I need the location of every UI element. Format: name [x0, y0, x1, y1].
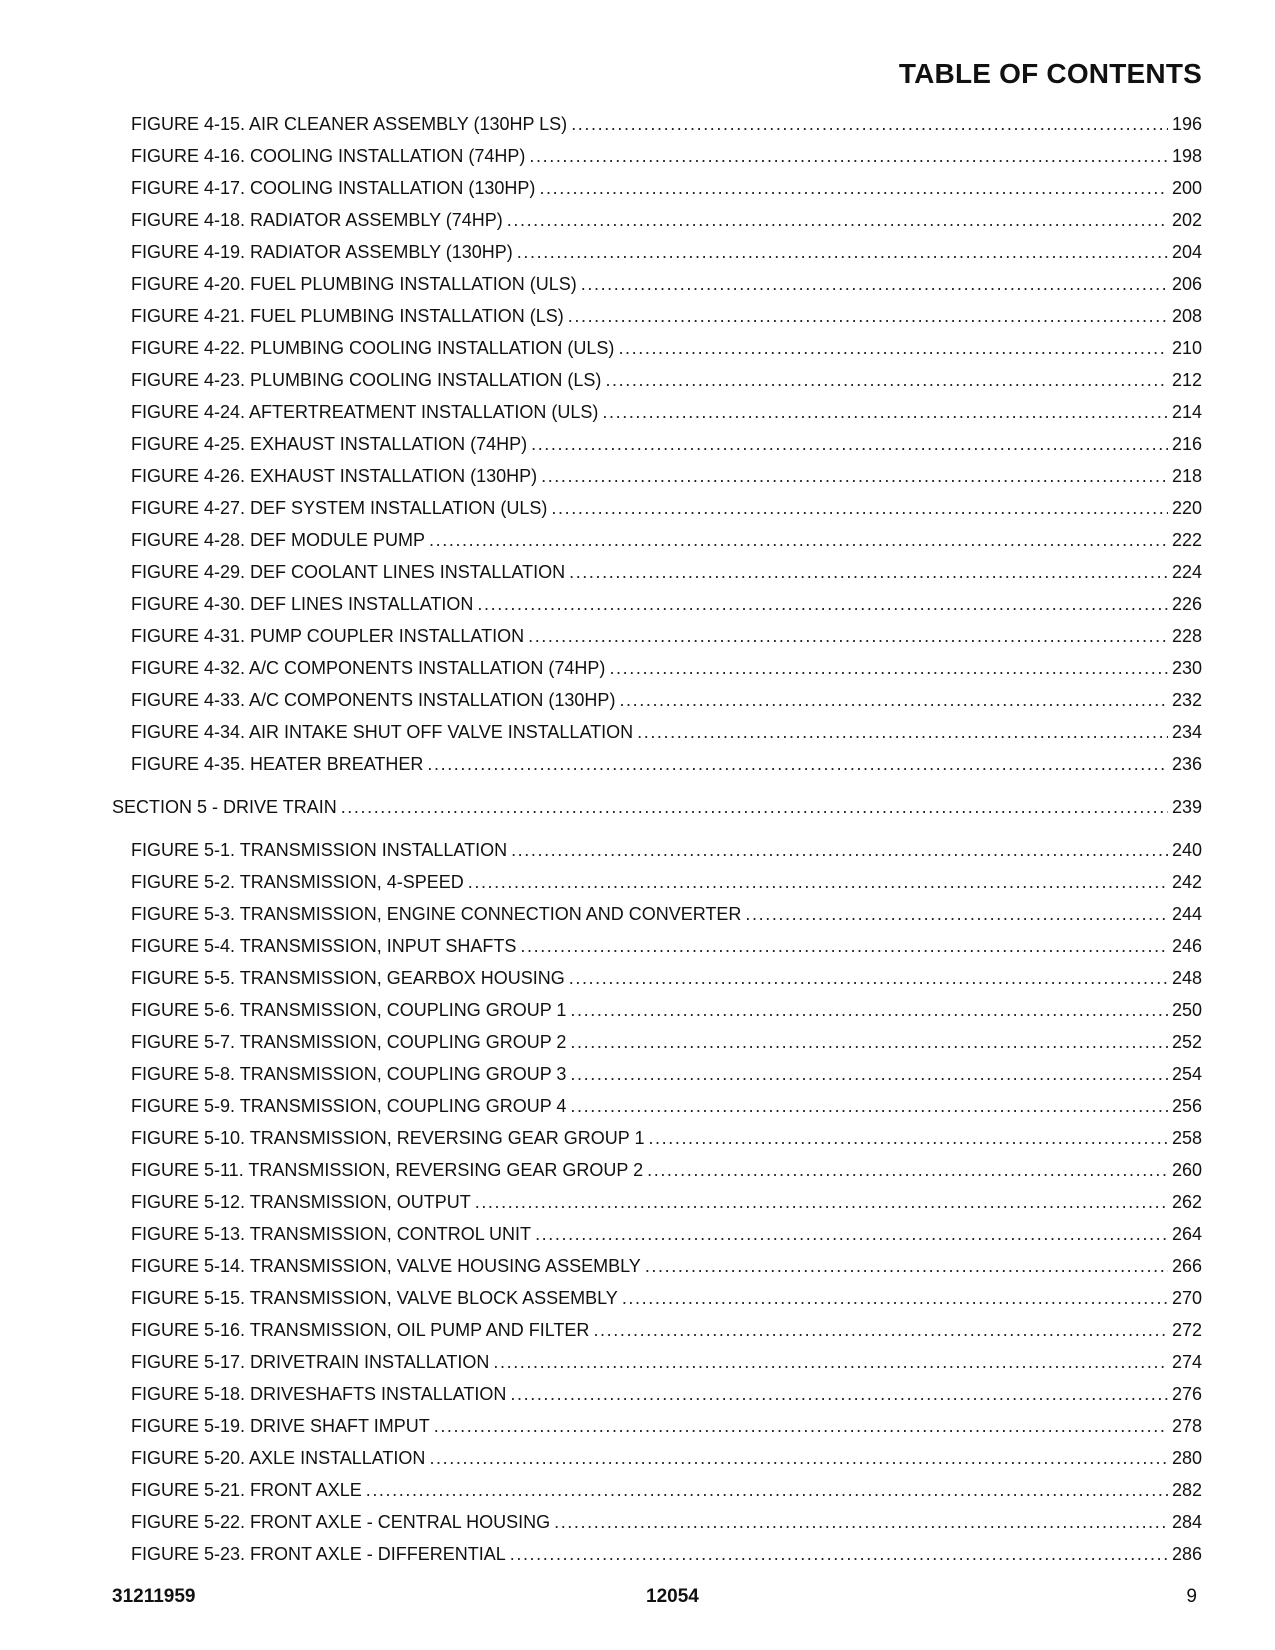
toc-figure-entry[interactable]: [131, 962, 1202, 994]
dot-leader: [570, 994, 1168, 1026]
toc-entry-label: FIGURE 5-14. TRANSMISSION, VALVE HOUSING ASSEMBLY: [131, 1256, 641, 1276]
toc-figure-entry[interactable]: [131, 1538, 1202, 1570]
toc-entry-page: 206: [1171, 274, 1202, 294]
toc-entry-page: 274: [1171, 1352, 1202, 1372]
dot-leader: [593, 1314, 1168, 1346]
dot-leader: [468, 866, 1168, 898]
toc-entry-label: FIGURE 4-21. FUEL PLUMBING INSTALLATION (LS): [131, 306, 564, 326]
toc-entry-page: 196: [1171, 114, 1202, 134]
toc-figure-entry[interactable]: [131, 748, 1202, 780]
toc-entry-page: 266: [1171, 1256, 1202, 1276]
dot-leader: [619, 684, 1168, 716]
toc-entry-label: FIGURE 4-18. RADIATOR ASSEMBLY (74HP): [131, 210, 503, 230]
toc-figure-entry[interactable]: [131, 620, 1202, 652]
toc-entry-label: FIGURE 4-22. PLUMBING COOLING INSTALLATION (ULS): [131, 338, 615, 358]
toc-entry-page: 240: [1171, 840, 1202, 860]
dot-leader: [745, 898, 1168, 930]
toc-entry-page: 220: [1171, 498, 1202, 518]
toc-entry-label: FIGURE 5-4. TRANSMISSION, INPUT SHAFTS: [131, 936, 517, 956]
toc-entry-page: 234: [1171, 722, 1202, 742]
toc-entry-label: FIGURE 5-2. TRANSMISSION, 4-SPEED: [131, 872, 464, 892]
dot-leader: [520, 930, 1168, 962]
toc-figure-entry[interactable]: [131, 652, 1202, 684]
toc-entry-label: FIGURE 5-12. TRANSMISSION, OUTPUT: [131, 1192, 471, 1212]
toc-entry-page: 254: [1171, 1064, 1202, 1084]
dot-leader: [605, 364, 1168, 396]
toc-entry-label: FIGURE 4-23. PLUMBING COOLING INSTALLATION (LS): [131, 370, 602, 390]
toc-entry-label: FIGURE 4-19. RADIATOR ASSEMBLY (130HP): [131, 242, 513, 262]
toc-figure-entry[interactable]: [131, 1474, 1202, 1506]
dot-leader: [477, 588, 1168, 620]
toc-entry-page: 228: [1171, 626, 1202, 646]
toc-entry-page: 248: [1171, 968, 1202, 988]
toc-entry-label: FIGURE 5-17. DRIVETRAIN INSTALLATION: [131, 1352, 490, 1372]
toc-entry-page: 272: [1171, 1320, 1202, 1340]
dot-leader: [366, 1474, 1168, 1506]
dot-leader: [570, 1026, 1168, 1058]
toc-figure-entry[interactable]: [131, 364, 1202, 396]
toc-entry-label: FIGURE 5-15. TRANSMISSION, VALVE BLOCK ASSEMBLY: [131, 1288, 618, 1308]
toc-entry-page: 270: [1171, 1288, 1202, 1308]
dot-leader: [427, 748, 1168, 780]
toc-entry-label: FIGURE 4-29. DEF COOLANT LINES INSTALLATION: [131, 562, 566, 582]
toc-entry-page: 258: [1171, 1128, 1202, 1148]
toc-entry-label: FIGURE 4-16. COOLING INSTALLATION (74HP): [131, 146, 526, 166]
dot-leader: [529, 140, 1168, 172]
toc-figure-entry[interactable]: [131, 716, 1202, 748]
toc-entry-page: 216: [1171, 434, 1202, 454]
dot-leader: [493, 1346, 1168, 1378]
toc-figure-entry[interactable]: [131, 1250, 1202, 1282]
toc-entry-page: 262: [1171, 1192, 1202, 1212]
toc-entry-page: 224: [1171, 562, 1202, 582]
dot-leader: [647, 1154, 1168, 1186]
toc-figure-entry[interactable]: [131, 1154, 1202, 1186]
toc-figure-entry[interactable]: [131, 1058, 1202, 1090]
toc-entry-label: FIGURE 4-26. EXHAUST INSTALLATION (130HP): [131, 466, 538, 486]
toc-entry-page: 214: [1171, 402, 1202, 422]
toc-entry-page: 210: [1171, 338, 1202, 358]
dot-leader: [510, 1378, 1168, 1410]
toc-entry-label: FIGURE 4-20. FUEL PLUMBING INSTALLATION (ULS): [131, 274, 577, 294]
toc-figure-entry[interactable]: [131, 140, 1202, 172]
dot-leader: [637, 716, 1168, 748]
toc-figure-entry[interactable]: [131, 1026, 1202, 1058]
toc-entry-page: 278: [1171, 1416, 1202, 1436]
toc-entry-page: 200: [1171, 178, 1202, 198]
toc-figure-entry[interactable]: [131, 1282, 1202, 1314]
toc-figure-entry[interactable]: [131, 492, 1202, 524]
dot-leader: [434, 1410, 1168, 1442]
toc-entry-page: 256: [1171, 1096, 1202, 1116]
dot-leader: [429, 1442, 1168, 1474]
dot-leader: [648, 1122, 1168, 1154]
toc-entry-label: FIGURE 4-25. EXHAUST INSTALLATION (74HP): [131, 434, 528, 454]
toc-entry-label: FIGURE 4-34. AIR INTAKE SHUT OFF VALVE INSTALLATION: [131, 722, 634, 742]
toc-entry-label: FIGURE 5-19. DRIVE SHAFT IMPUT: [131, 1416, 430, 1436]
dot-leader: [541, 460, 1168, 492]
toc-entry-page: 208: [1171, 306, 1202, 326]
toc-entry-label: FIGURE 4-17. COOLING INSTALLATION (130HP): [131, 178, 536, 198]
page-title: TABLE OF CONTENTS: [898, 58, 1202, 89]
toc-figure-entry[interactable]: [131, 268, 1202, 300]
toc-entry-label: FIGURE 5-6. TRANSMISSION, COUPLING GROUP 1: [131, 1000, 567, 1020]
toc-entry-label: FIGURE 4-35. HEATER BREATHER: [131, 754, 424, 774]
toc-list: [0, 108, 1275, 1570]
dot-leader: [569, 962, 1168, 994]
toc-entry-page: 252: [1171, 1032, 1202, 1052]
toc-entry-page: 222: [1171, 530, 1202, 550]
toc-figure-entry[interactable]: [131, 684, 1202, 716]
toc-figure-entry[interactable]: [131, 1506, 1202, 1538]
toc-entry-page: 232: [1171, 690, 1202, 710]
dot-leader: [622, 1282, 1168, 1314]
dot-leader: [539, 172, 1168, 204]
toc-entry-page: 202: [1171, 210, 1202, 230]
page-number: 9: [1186, 1586, 1197, 1607]
toc-entry-page: 236: [1171, 754, 1202, 774]
toc-entry-page: 218: [1171, 466, 1202, 486]
toc-figure-entry[interactable]: [131, 1442, 1202, 1474]
page-footer: [0, 1586, 1275, 1614]
toc-entry-label: FIGURE 4-15. AIR CLEANER ASSEMBLY (130HP LS): [131, 114, 568, 134]
toc-figure-entry[interactable]: [131, 556, 1202, 588]
document-number: 31211959: [112, 1586, 196, 1607]
toc-entry-page: 246: [1171, 936, 1202, 956]
toc-entry-page: 284: [1171, 1512, 1202, 1532]
toc-entry-label: FIGURE 5-18. DRIVESHAFTS INSTALLATION: [131, 1384, 507, 1404]
dot-leader: [581, 268, 1168, 300]
toc-entry-label: FIGURE 5-8. TRANSMISSION, COUPLING GROUP 3: [131, 1064, 567, 1084]
toc-figure-entry[interactable]: [131, 300, 1202, 332]
toc-entry-label: FIGURE 5-1. TRANSMISSION INSTALLATION: [131, 840, 508, 860]
toc-figure-entry[interactable]: [131, 1346, 1202, 1378]
dot-leader: [551, 492, 1168, 524]
toc-figure-entry[interactable]: [131, 204, 1202, 236]
dot-leader: [535, 1218, 1168, 1250]
toc-entry-page: 204: [1171, 242, 1202, 262]
toc-entry-label: FIGURE 5-13. TRANSMISSION, CONTROL UNIT: [131, 1224, 532, 1244]
toc-entry-label: FIGURE 4-31. PUMP COUPLER INSTALLATION: [131, 626, 525, 646]
serial-number: 12054: [646, 1586, 699, 1607]
toc-entry-page: 244: [1171, 904, 1202, 924]
toc-figure-entry[interactable]: [131, 1122, 1202, 1154]
toc-figure-entry[interactable]: [131, 332, 1202, 364]
toc-figure-entry[interactable]: [131, 834, 1202, 866]
dot-leader: [568, 300, 1168, 332]
toc-figure-entry[interactable]: [131, 1090, 1202, 1122]
toc-entry-page: 198: [1171, 146, 1202, 166]
toc-figure-entry[interactable]: [131, 1314, 1202, 1346]
toc-figure-entry[interactable]: [131, 866, 1202, 898]
dot-leader: [570, 1090, 1168, 1122]
toc-entry-label: FIGURE 5-10. TRANSMISSION, REVERSING GEAR GROUP 1: [131, 1128, 645, 1148]
toc-entry-page: 242: [1171, 872, 1202, 892]
toc-figure-entry[interactable]: [131, 108, 1202, 140]
toc-entry-page: 212: [1171, 370, 1202, 390]
dot-leader: [528, 620, 1168, 652]
toc-entry-page: 264: [1171, 1224, 1202, 1244]
toc-figure-entry[interactable]: [131, 1378, 1202, 1410]
toc-entry-page: 230: [1171, 658, 1202, 678]
toc-entry-label: FIGURE 5-22. FRONT AXLE - CENTRAL HOUSING: [131, 1512, 551, 1532]
dot-leader: [602, 396, 1168, 428]
dot-leader: [517, 236, 1168, 268]
toc-entry-page: 286: [1171, 1544, 1202, 1564]
toc-figure-entry[interactable]: [131, 524, 1202, 556]
toc-entry-page: 250: [1171, 1000, 1202, 1020]
toc-entry-page: 260: [1171, 1160, 1202, 1180]
toc-figure-entry[interactable]: [131, 1410, 1202, 1442]
dot-leader: [609, 652, 1168, 684]
toc-figure-entry[interactable]: [131, 428, 1202, 460]
toc-entry-label: FIGURE 4-30. DEF LINES INSTALLATION: [131, 594, 474, 614]
toc-entry-label: FIGURE 5-9. TRANSMISSION, COUPLING GROUP 4: [131, 1096, 567, 1116]
toc-entry-label: FIGURE 5-11. TRANSMISSION, REVERSING GEAR GROUP 2: [131, 1160, 644, 1180]
dot-leader: [645, 1250, 1168, 1282]
toc-entry-label: FIGURE 5-23. FRONT AXLE - DIFFERENTIAL: [131, 1544, 506, 1564]
toc-entry-label: FIGURE 5-20. AXLE INSTALLATION: [131, 1448, 426, 1468]
toc-figure-entry[interactable]: [131, 1218, 1202, 1250]
toc-entry-page: 282: [1171, 1480, 1202, 1500]
toc-figure-entry[interactable]: [131, 460, 1202, 492]
dot-leader: [429, 524, 1168, 556]
toc-figure-entry[interactable]: [131, 172, 1202, 204]
toc-entry-label: FIGURE 5-21. FRONT AXLE: [131, 1480, 362, 1500]
toc-entry-label: FIGURE 4-24. AFTERTREATMENT INSTALLATION (ULS): [131, 402, 599, 422]
dot-leader: [507, 204, 1168, 236]
toc-section-entry[interactable]: [112, 791, 1202, 823]
toc-entry-page: 280: [1171, 1448, 1202, 1468]
toc-entry-label: FIGURE 4-33. A/C COMPONENTS INSTALLATION (130HP): [131, 690, 616, 710]
dot-leader: [511, 834, 1168, 866]
toc-entry-label: FIGURE 4-27. DEF SYSTEM INSTALLATION (ULS): [131, 498, 548, 518]
toc-figure-entry[interactable]: [131, 588, 1202, 620]
dot-leader: [569, 556, 1168, 588]
toc-figure-entry[interactable]: [131, 236, 1202, 268]
toc-figure-entry[interactable]: [131, 898, 1202, 930]
toc-figure-entry[interactable]: [131, 396, 1202, 428]
toc-entry-page: 276: [1171, 1384, 1202, 1404]
dot-leader: [531, 428, 1168, 460]
dot-leader: [554, 1506, 1168, 1538]
dot-leader: [475, 1186, 1168, 1218]
toc-entry-label: FIGURE 4-28. DEF MODULE PUMP: [131, 530, 426, 550]
toc-figure-entry[interactable]: [131, 994, 1202, 1026]
dot-leader: [570, 1058, 1168, 1090]
toc-entry-label: FIGURE 5-5. TRANSMISSION, GEARBOX HOUSING: [131, 968, 565, 988]
dot-leader: [571, 108, 1168, 140]
toc-figure-entry[interactable]: [131, 930, 1202, 962]
toc-entry-page: 226: [1171, 594, 1202, 614]
toc-entry-label: FIGURE 4-32. A/C COMPONENTS INSTALLATION (74HP): [131, 658, 606, 678]
toc-figure-entry[interactable]: [131, 1186, 1202, 1218]
toc-entry-label: SECTION 5 - DRIVE TRAIN: [112, 797, 337, 817]
toc-entry-label: FIGURE 5-7. TRANSMISSION, COUPLING GROUP 2: [131, 1032, 567, 1052]
toc-entry-label: FIGURE 5-3. TRANSMISSION, ENGINE CONNECTION AND CONVERTER: [131, 904, 742, 924]
toc-entry-label: FIGURE 5-16. TRANSMISSION, OIL PUMP AND FILTER: [131, 1320, 590, 1340]
dot-leader: [618, 332, 1168, 364]
toc-entry-page: 239: [1171, 797, 1202, 817]
dot-leader: [341, 791, 1168, 823]
dot-leader: [510, 1538, 1168, 1570]
